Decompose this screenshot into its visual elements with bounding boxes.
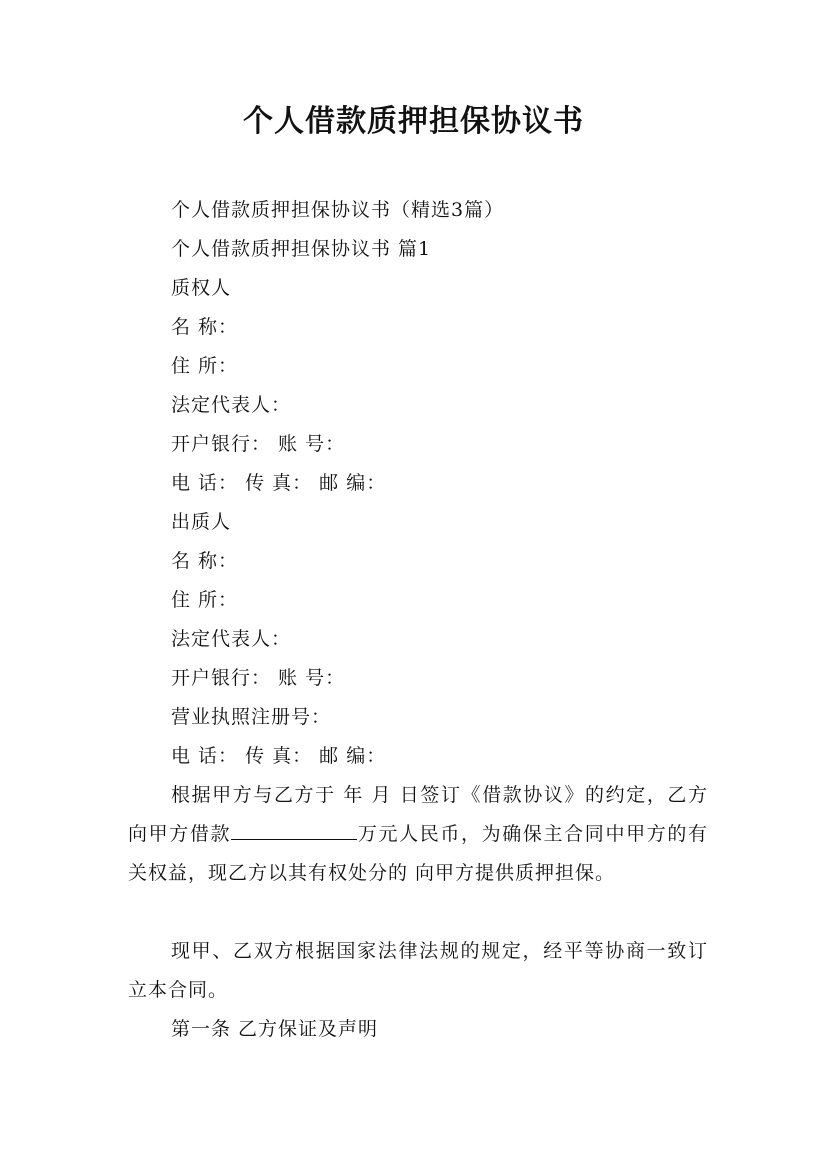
document-title: 个人借款质押担保协议书 [243, 104, 584, 139]
loan-amount-blank [231, 821, 357, 840]
pledgor-name-field: 名 称： [171, 550, 239, 572]
pledgor-contact-field: 电 话： 传 真： 邮 编： [171, 745, 387, 767]
paragraph-text-before-blank: 根据甲方与乙方于 年 月 日签订《借款协议》的约定，乙方向甲方借款 [128, 784, 708, 845]
pledgee-name-field: 名 称： [171, 316, 239, 338]
section-heading: 第一条 乙方保证及声明 [171, 1018, 379, 1040]
pledgee-address-field: 住 所： [171, 355, 239, 377]
pledgor-bank-field: 开户银行： 账 号： [171, 667, 346, 689]
pledgor-license-field: 营业执照注册号： [171, 706, 332, 728]
paragraph-text-after-blank: 万元人民币，为确保主合同中甲方的有关权益，现乙方以其有权处分的 向甲方提供质押担保。 [128, 823, 708, 884]
pledgor-address-field: 住 所： [171, 589, 239, 611]
agreement-paragraph [128, 776, 708, 893]
pledgor-representative-field: 法定代表人： [171, 628, 292, 650]
pledgee-heading: 质权人 [171, 277, 232, 299]
pledgee-bank-field: 开户银行： 账 号： [171, 433, 346, 455]
pledgor-heading: 出质人 [171, 511, 232, 533]
pledgee-contact-field: 电 话： 传 真： 邮 编： [171, 472, 387, 494]
consensus-paragraph: 现甲、乙双方根据国家法律法规的规定，经平等协商一致订立本合同。 [128, 940, 708, 1001]
pledgee-representative-field: 法定代表人： [171, 394, 292, 416]
article-heading: 个人借款质押担保协议书 篇1 [171, 238, 432, 260]
subtitle-line: 个人借款质押担保协议书（精选3篇） [171, 199, 505, 221]
